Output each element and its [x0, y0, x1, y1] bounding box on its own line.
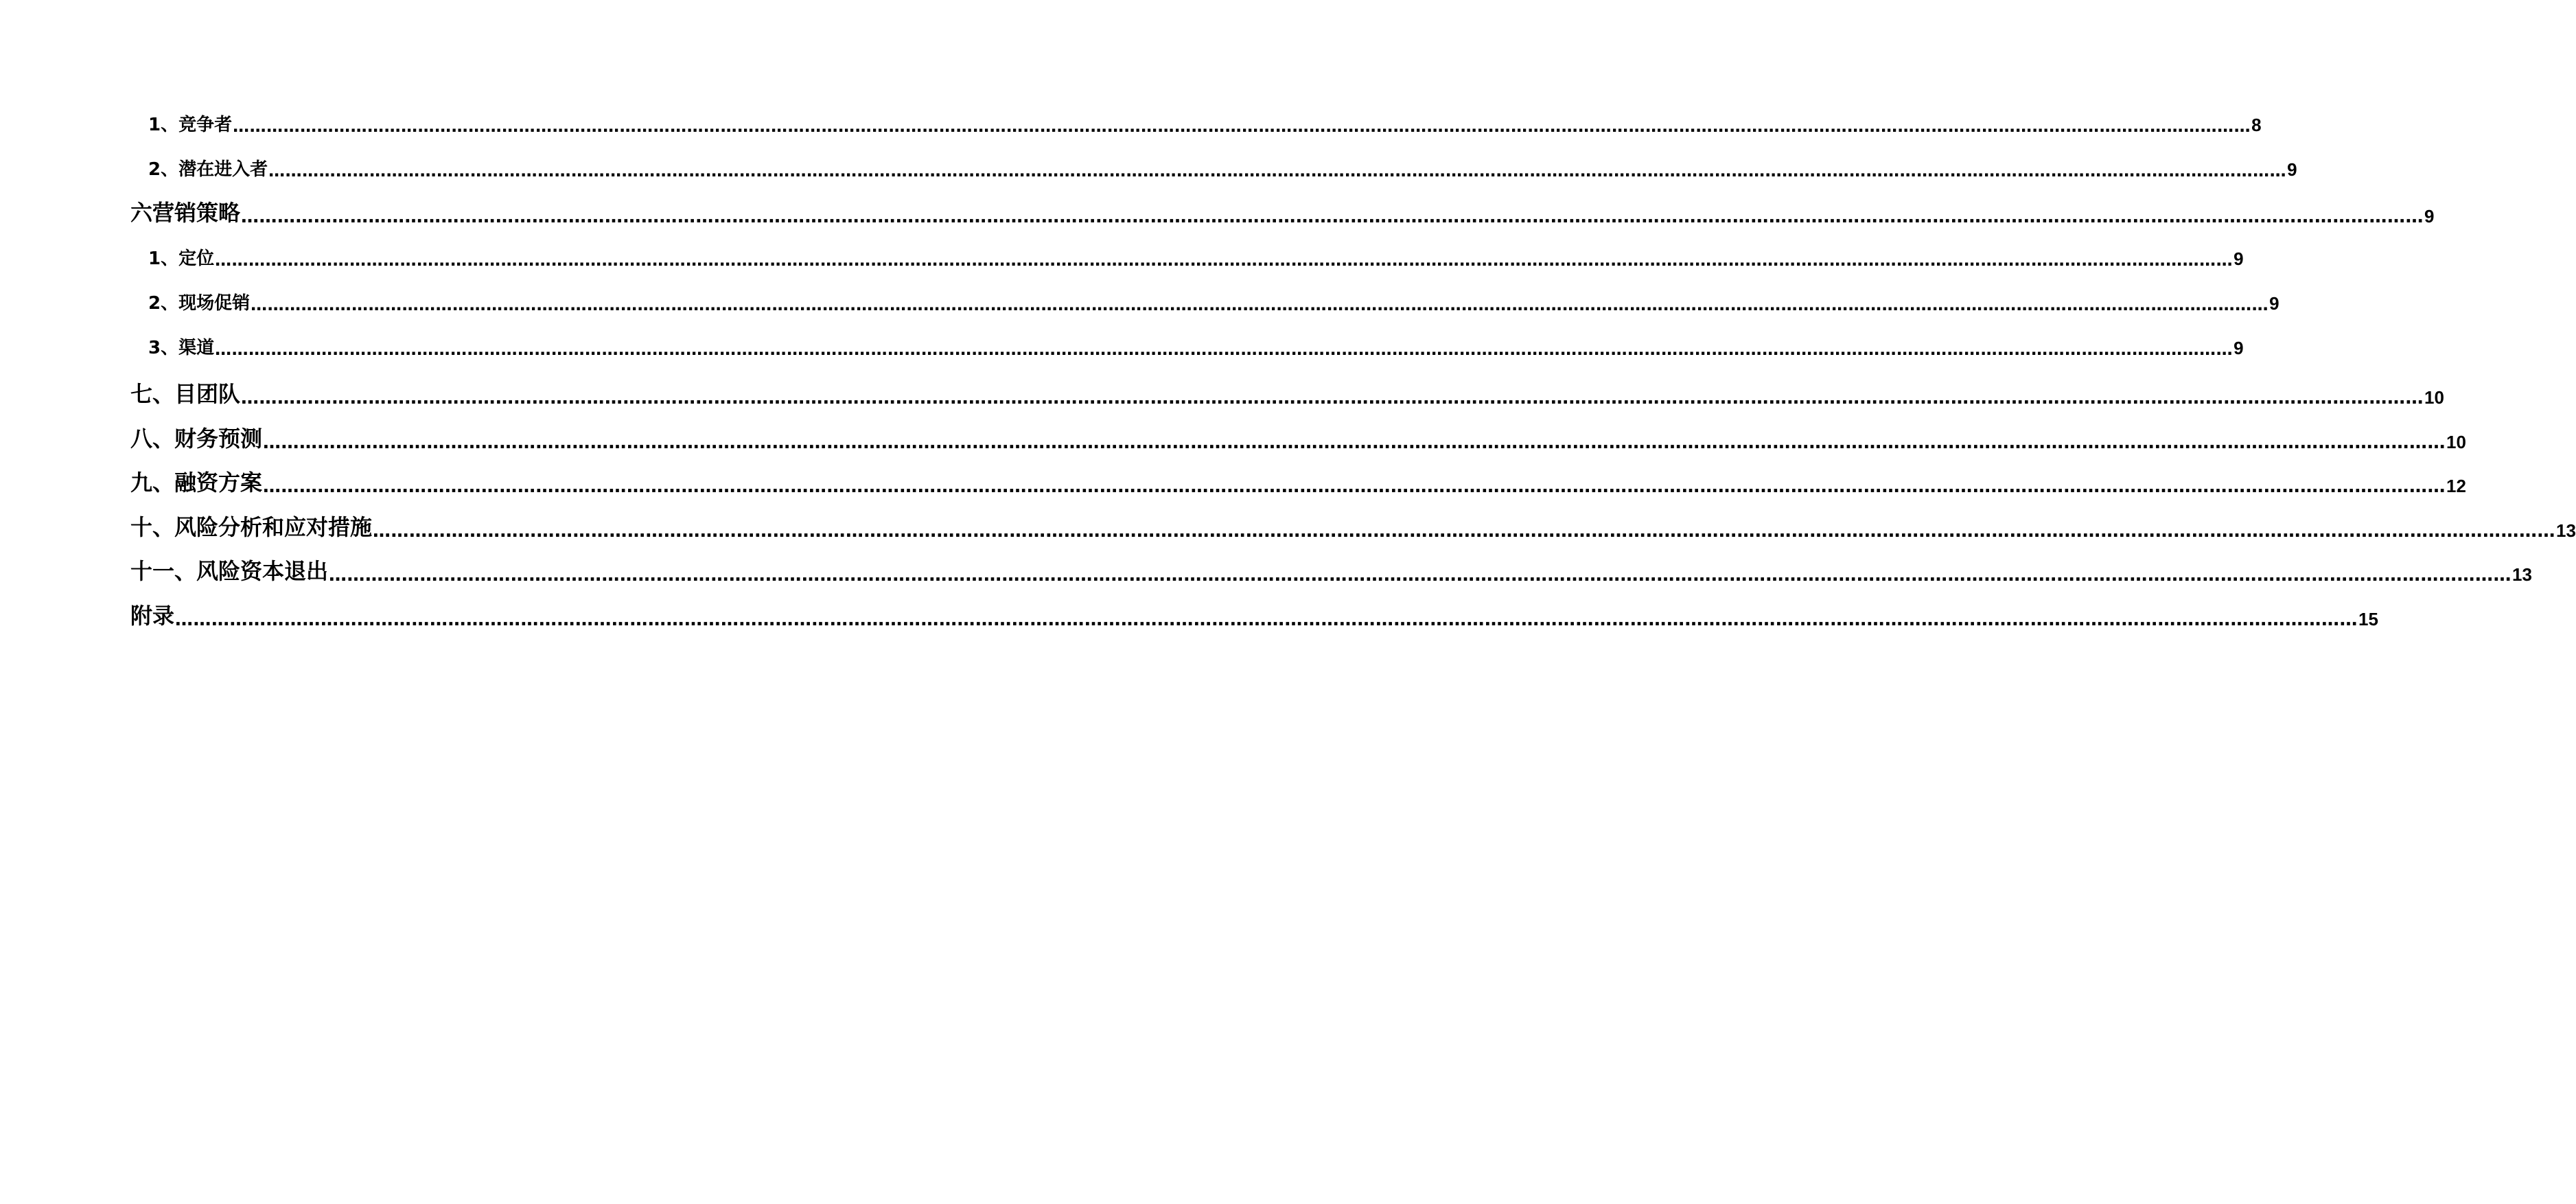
toc-entry-label: 六营销策略 — [130, 200, 241, 226]
toc-entry-page-number: 9 — [2287, 159, 2297, 180]
toc-leader-dots: ……………………………………………………………………………………………………………………………………………………………………………………………………………………………………………………………………………………………………………………………… — [329, 565, 2512, 586]
toc-leader-dots: ……………………………………………………………………………………………………………………………………………………………………………………………………………………………………………………………………………………………………………………………… — [251, 295, 2269, 314]
toc-entry-label: 3、渠道 — [148, 338, 215, 358]
toc-entry-label: 2、潜在进入者 — [148, 159, 268, 180]
toc-entry-financing-plan[interactable] — [130, 470, 2466, 497]
toc-entry-positioning[interactable] — [148, 246, 2244, 270]
toc-entry-label: 1、竞争者 — [148, 115, 233, 135]
toc-entry-page-number: 9 — [2269, 293, 2279, 314]
toc-leader-dots: ……………………………………………………………………………………………………………………………………………………………………………………………………………………………………………………………………………………………………………………………… — [241, 388, 2424, 408]
toc-leader-dots: ……………………………………………………………………………………………………………………………………………………………………………………………………………………………………………………………………………………………………………………………… — [215, 340, 2233, 359]
toc-entry-label: 2、现场促销 — [148, 293, 251, 314]
toc-leader-dots: ……………………………………………………………………………………………………………………………………………………………………………………………………………………………………………………………………………………………………………………………… — [373, 521, 2556, 542]
toc-entry-appendix[interactable] — [130, 603, 2378, 630]
toc-entry-label: 九、融资方案 — [130, 470, 263, 496]
toc-leader-dots: ……………………………………………………………………………………………………………………………………………………………………………………………………………………………………………………………………………………………………………………………… — [263, 476, 2446, 497]
toc-entry-page-number: 15 — [2358, 609, 2378, 629]
toc-entry-financial-forecast[interactable] — [130, 426, 2466, 453]
toc-leader-dots: ……………………………………………………………………………………………………………………………………………………………………………………………………………………………………………………………………………………………………………………………… — [233, 117, 2251, 136]
toc-entry-label: 十一、风险资本退出 — [130, 558, 329, 584]
toc-entry-team[interactable] — [130, 381, 2444, 408]
toc-entry-potential-entrants[interactable] — [148, 157, 2297, 181]
toc-leader-dots: ……………………………………………………………………………………………………………………………………………………………………………………………………………………………………………………………………………………………………………………………… — [215, 251, 2233, 270]
toc-entry-marketing-strategy[interactable] — [130, 200, 2435, 227]
toc-entry-page-number: 13 — [2512, 564, 2532, 585]
toc-leader-dots: ……………………………………………………………………………………………………………………………………………………………………………………………………………………………………………………………………………………………………………………………… — [263, 432, 2446, 453]
toc-leader-dots: ……………………………………………………………………………………………………………………………………………………………………………………………………………………………………………………………………………………………………………………………… — [241, 207, 2424, 227]
toc-entry-page-number: 10 — [2424, 387, 2444, 408]
toc-entry-page-number: 9 — [2424, 206, 2435, 227]
toc-entry-page-number: 9 — [2233, 338, 2244, 358]
toc-entry-label: 七、目团队 — [130, 381, 241, 407]
toc-leader-dots: ……………………………………………………………………………………………………………………………………………………………………………………………………………………………………………………………………………………………………………………………… — [175, 610, 2358, 630]
toc-entry-onsite-promotion[interactable] — [148, 291, 2279, 314]
toc-entry-page-number: 12 — [2446, 476, 2466, 496]
toc-entry-label: 八、财务预测 — [130, 426, 263, 452]
toc-entry-risk-analysis[interactable] — [130, 514, 2576, 542]
toc-entry-venture-capital-exit[interactable] — [130, 558, 2532, 586]
toc-entry-label: 十、风险分析和应对措施 — [130, 514, 373, 540]
toc-entry-channels[interactable] — [148, 336, 2244, 359]
toc-entry-label: 附录 — [130, 603, 175, 629]
toc-entry-label: 1、定位 — [148, 248, 215, 269]
toc-entry-competitors[interactable] — [148, 113, 2262, 136]
toc-entry-page-number: 8 — [2251, 115, 2262, 135]
toc-leader-dots: ……………………………………………………………………………………………………………………………………………………………………………………………………………………………………………………………………………………………………………………………… — [268, 161, 2287, 181]
toc-entry-page-number: 9 — [2233, 248, 2244, 269]
toc-entry-page-number: 10 — [2446, 432, 2466, 452]
toc-entry-page-number: 13 — [2556, 520, 2576, 541]
